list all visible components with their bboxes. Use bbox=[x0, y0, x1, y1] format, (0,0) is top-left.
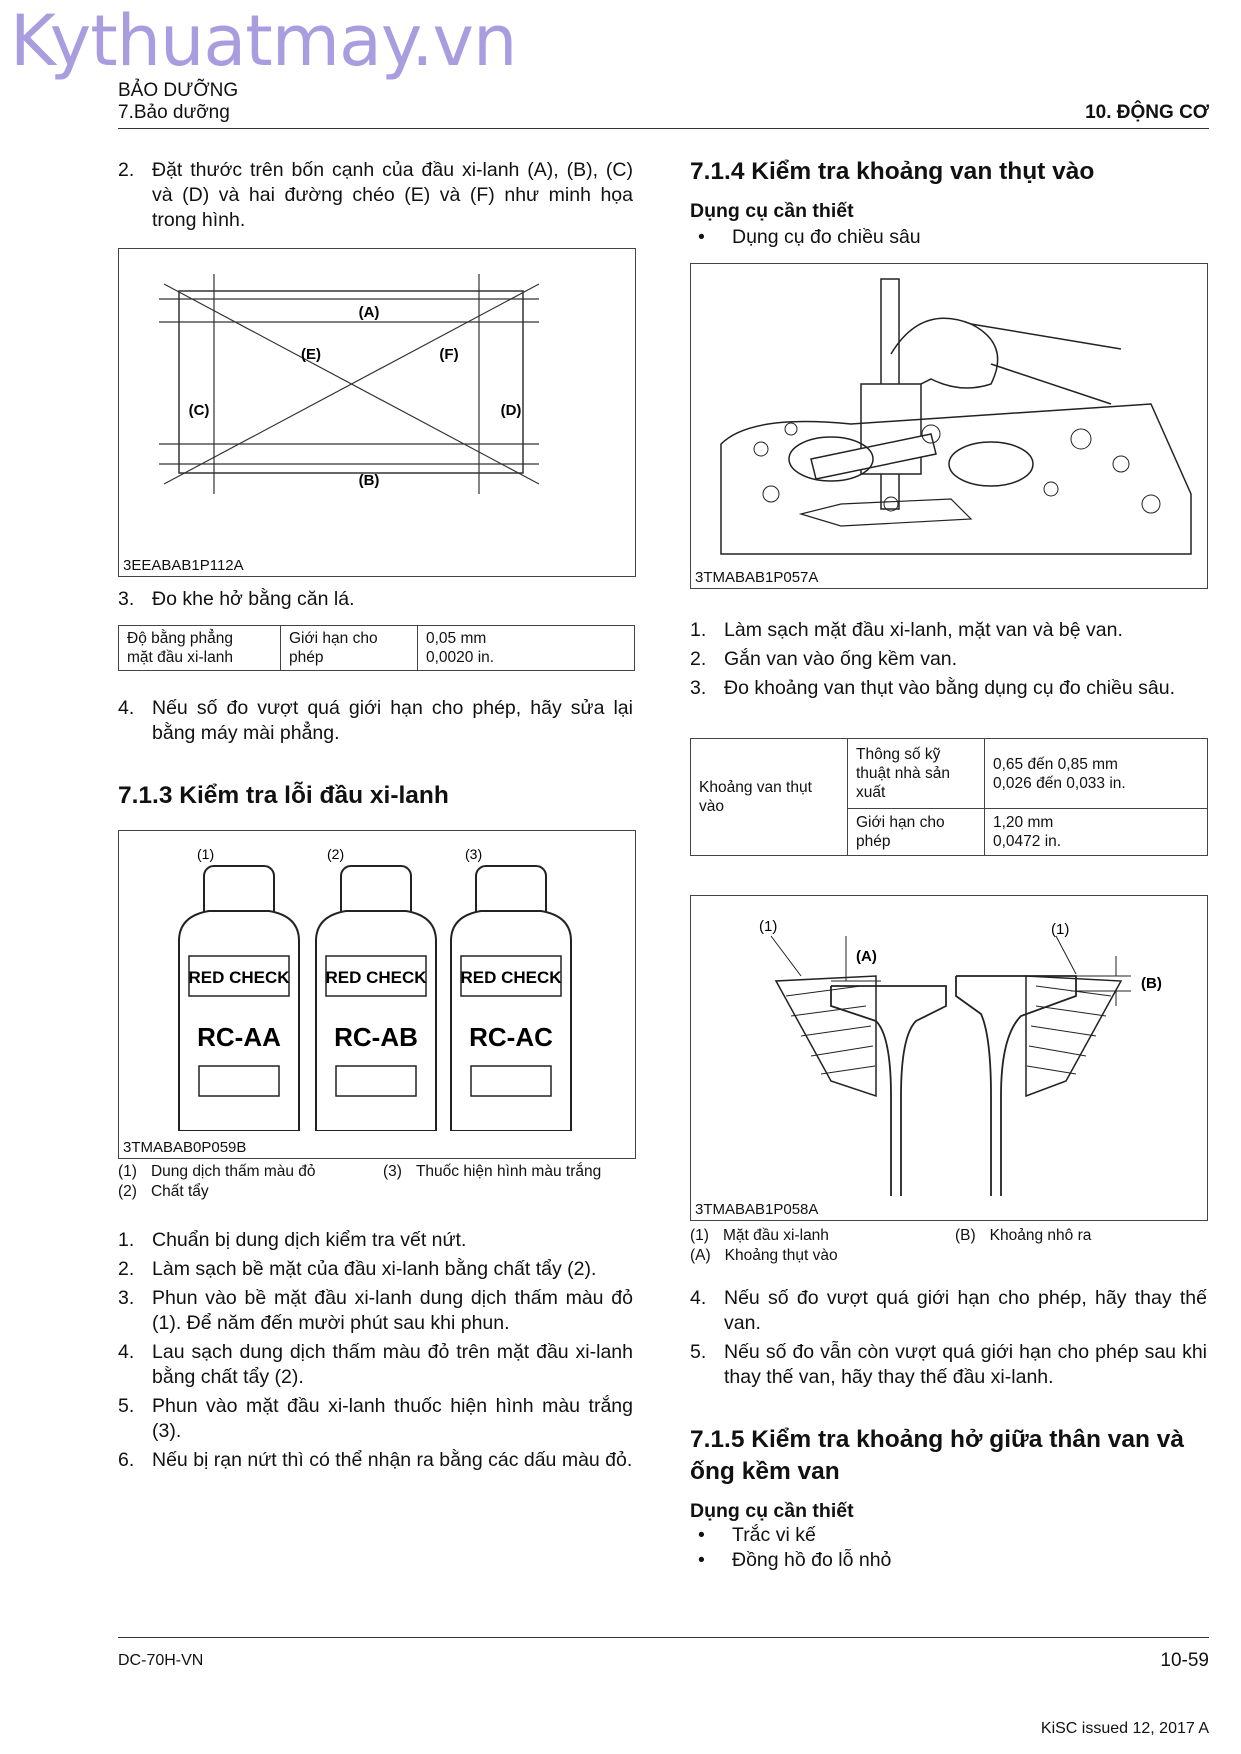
label-a: (A) bbox=[358, 304, 380, 321]
tool-item: • Đồng hồ đo lỗ nhỏ bbox=[698, 1549, 892, 1571]
figure-id: 3TMABAB1P058A bbox=[695, 1201, 819, 1218]
recess-step-2: 2. Gắn van vào ống kềm van. bbox=[690, 648, 958, 670]
tool-item: • Dụng cụ đo chiều sâu bbox=[698, 226, 921, 248]
crack-step-2: 2. Làm sạch bề mặt của đầu xi-lanh bằng chất tẩy (2). bbox=[118, 1258, 597, 1280]
can-2 bbox=[316, 866, 436, 1131]
footer-page-number: 10-59 bbox=[1160, 1650, 1209, 1671]
tools-label-2: Dụng cụ cần thiết bbox=[690, 1500, 854, 1522]
figure-crack-check-cans bbox=[118, 830, 636, 1159]
header-rule bbox=[118, 128, 1209, 129]
can-2-brand: RED CHECK bbox=[325, 968, 427, 987]
crack-step-3: 3. Phun vào bề mặt đầu xi-lanh dung dịch thấm màu đỏ (1). Để năm đến mười phút sau khi phun. bbox=[118, 1287, 633, 1334]
left-step-3 bbox=[118, 587, 633, 612]
figure-id: 3EEABAB1P112A bbox=[123, 557, 244, 574]
spec-item: Độ bằng phẳng mặt đầu xi-lanh bbox=[119, 626, 281, 671]
figure-id: 3TMABAB1P057A bbox=[695, 569, 819, 586]
spec-label-factory: Thông số kỹ thuật nhà sản xuất bbox=[848, 739, 985, 809]
label-1-left: (1) bbox=[759, 918, 778, 935]
can-3 bbox=[451, 866, 571, 1131]
section-heading-7-1-4: 7.1.4 Kiểm tra khoảng van thụt vào bbox=[690, 158, 1095, 185]
footer-issued: KiSC issued 12, 2017 A bbox=[1040, 1720, 1209, 1737]
figure-depth-gauge bbox=[690, 263, 1208, 589]
can-1-brand: RED CHECK bbox=[188, 968, 290, 987]
recess-step-1: 1. Làm sạch mặt đầu xi-lanh, mặt van và bệ van. bbox=[690, 619, 1123, 641]
spec-value-factory: 0,65 đến 0,85 mm 0,026 đến 0,033 in. bbox=[985, 739, 1208, 809]
label-b: (B) bbox=[358, 472, 380, 489]
header-subsection: 7.Bảo dưỡng bbox=[118, 102, 230, 123]
label-2: (2) bbox=[327, 846, 345, 862]
crack-step-4: 4. Lau sạch dung dịch thấm màu đỏ trên mặt đầu xi-lanh bằng chất tẩy (2). bbox=[118, 1341, 633, 1388]
valve-recess-spec-table bbox=[690, 738, 1208, 856]
crack-step-1: 1. Chuẩn bị dung dịch kiểm tra vết nứt. bbox=[118, 1229, 467, 1251]
section-heading-7-1-3: 7.1.3 Kiểm tra lỗi đầu xi-lanh bbox=[118, 782, 449, 809]
straightedge-diagram bbox=[119, 249, 635, 576]
section-heading-7-1-5: 7.1.5 Kiểm tra khoảng hở giữa thân van và ống kềm van bbox=[690, 1426, 1184, 1485]
spec-item: Khoảng van thụt vào bbox=[691, 739, 848, 856]
recess-step-5: 5. Nếu số đo vẫn còn vượt quá giới hạn cho phép sau khi thay thế van, hãy thay thế đầu xi-lanh. bbox=[690, 1341, 1207, 1388]
left-step-2 bbox=[118, 158, 633, 233]
caption-r1: (1) Mặt đầu xi-lanh bbox=[690, 1227, 829, 1244]
spec-label: Giới hạn cho phép bbox=[281, 626, 418, 671]
step-text: Nếu số đo vượt quá giới hạn cho phép, hãy sửa lại bằng máy mài phẳng. bbox=[152, 697, 633, 744]
footer-doc-code: DC-70H-VN bbox=[118, 1652, 204, 1669]
header-chapter: 10. ĐỘNG CƠ bbox=[1085, 102, 1209, 123]
can-3-brand: RED CHECK bbox=[460, 968, 562, 987]
label-d: (D) bbox=[500, 402, 522, 419]
recess-step-3: 3. Đo khoảng van thụt vào bằng dụng cụ đo chiều sâu. bbox=[690, 677, 1176, 699]
caption-rb: (B) Khoảng nhô ra bbox=[955, 1227, 1092, 1244]
depth-gauge-illustration bbox=[691, 264, 1207, 564]
step-text: Đặt thước trên bốn cạnh của đầu xi-lanh (A), (B), (C) và (D) và hai đường chéo (E) và (F) như minh họa trong hình. bbox=[152, 159, 633, 231]
crack-step-6: 6. Nếu bị rạn nứt thì có thể nhận ra bằng các dấu màu đỏ. bbox=[118, 1449, 633, 1471]
step-number: 4. bbox=[118, 697, 135, 719]
footer-rule bbox=[118, 1637, 1209, 1638]
label-1-right: (1) bbox=[1051, 921, 1070, 938]
figure-valve-recess-diagram bbox=[690, 895, 1208, 1221]
can-2-code: RC-AB bbox=[334, 1022, 418, 1052]
step-number: 3. bbox=[118, 588, 135, 610]
can-1-code: RC-AA bbox=[197, 1022, 281, 1052]
watermark: Kythuatmay.vn bbox=[10, 0, 517, 82]
valve-recess-diagram bbox=[691, 896, 1207, 1196]
spec-value-limit: 1,20 mm 0,0472 in. bbox=[985, 809, 1208, 856]
figure-id: 3TMABAB0P059B bbox=[123, 1139, 247, 1156]
caption-2: (2) Chất tẩy bbox=[118, 1183, 209, 1200]
label-a: (A) bbox=[856, 948, 877, 965]
caption-1: (1) Dung dịch thấm màu đỏ bbox=[118, 1163, 316, 1180]
tool-item: • Trắc vi kế bbox=[698, 1524, 816, 1546]
spray-cans-illustration bbox=[119, 831, 635, 1131]
label-c: (C) bbox=[188, 402, 210, 419]
label-e: (E) bbox=[301, 346, 321, 363]
spec-label-limit: Giới hạn cho phép bbox=[848, 809, 985, 856]
recess-step-4: 4. Nếu số đo vượt quá giới hạn cho phép, hãy thay thế van. bbox=[690, 1287, 1207, 1334]
figure-straightedge-diagram bbox=[118, 248, 636, 577]
spec-value: 0,05 mm 0,0020 in. bbox=[418, 626, 635, 671]
label-1: (1) bbox=[197, 846, 215, 862]
step-number: 2. bbox=[118, 159, 135, 181]
step-text: Đo khe hở bằng căn lá. bbox=[152, 588, 355, 610]
label-f: (F) bbox=[439, 346, 459, 363]
label-3: (3) bbox=[465, 846, 483, 862]
label-b: (B) bbox=[1141, 975, 1162, 992]
flatness-spec-table bbox=[118, 625, 635, 671]
can-3-code: RC-AC bbox=[469, 1022, 553, 1052]
header-section: BẢO DƯỠNG bbox=[118, 80, 239, 101]
caption-ra: (A) Khoảng thụt vào bbox=[690, 1247, 838, 1264]
caption-3: (3) Thuốc hiện hình màu trắng bbox=[383, 1163, 602, 1180]
tools-label: Dụng cụ cần thiết bbox=[690, 200, 854, 222]
crack-step-5: 5. Phun vào mặt đầu xi-lanh thuốc hiện hình màu trắng (3). bbox=[118, 1395, 633, 1442]
can-1 bbox=[179, 866, 299, 1131]
left-step-4 bbox=[118, 696, 633, 746]
